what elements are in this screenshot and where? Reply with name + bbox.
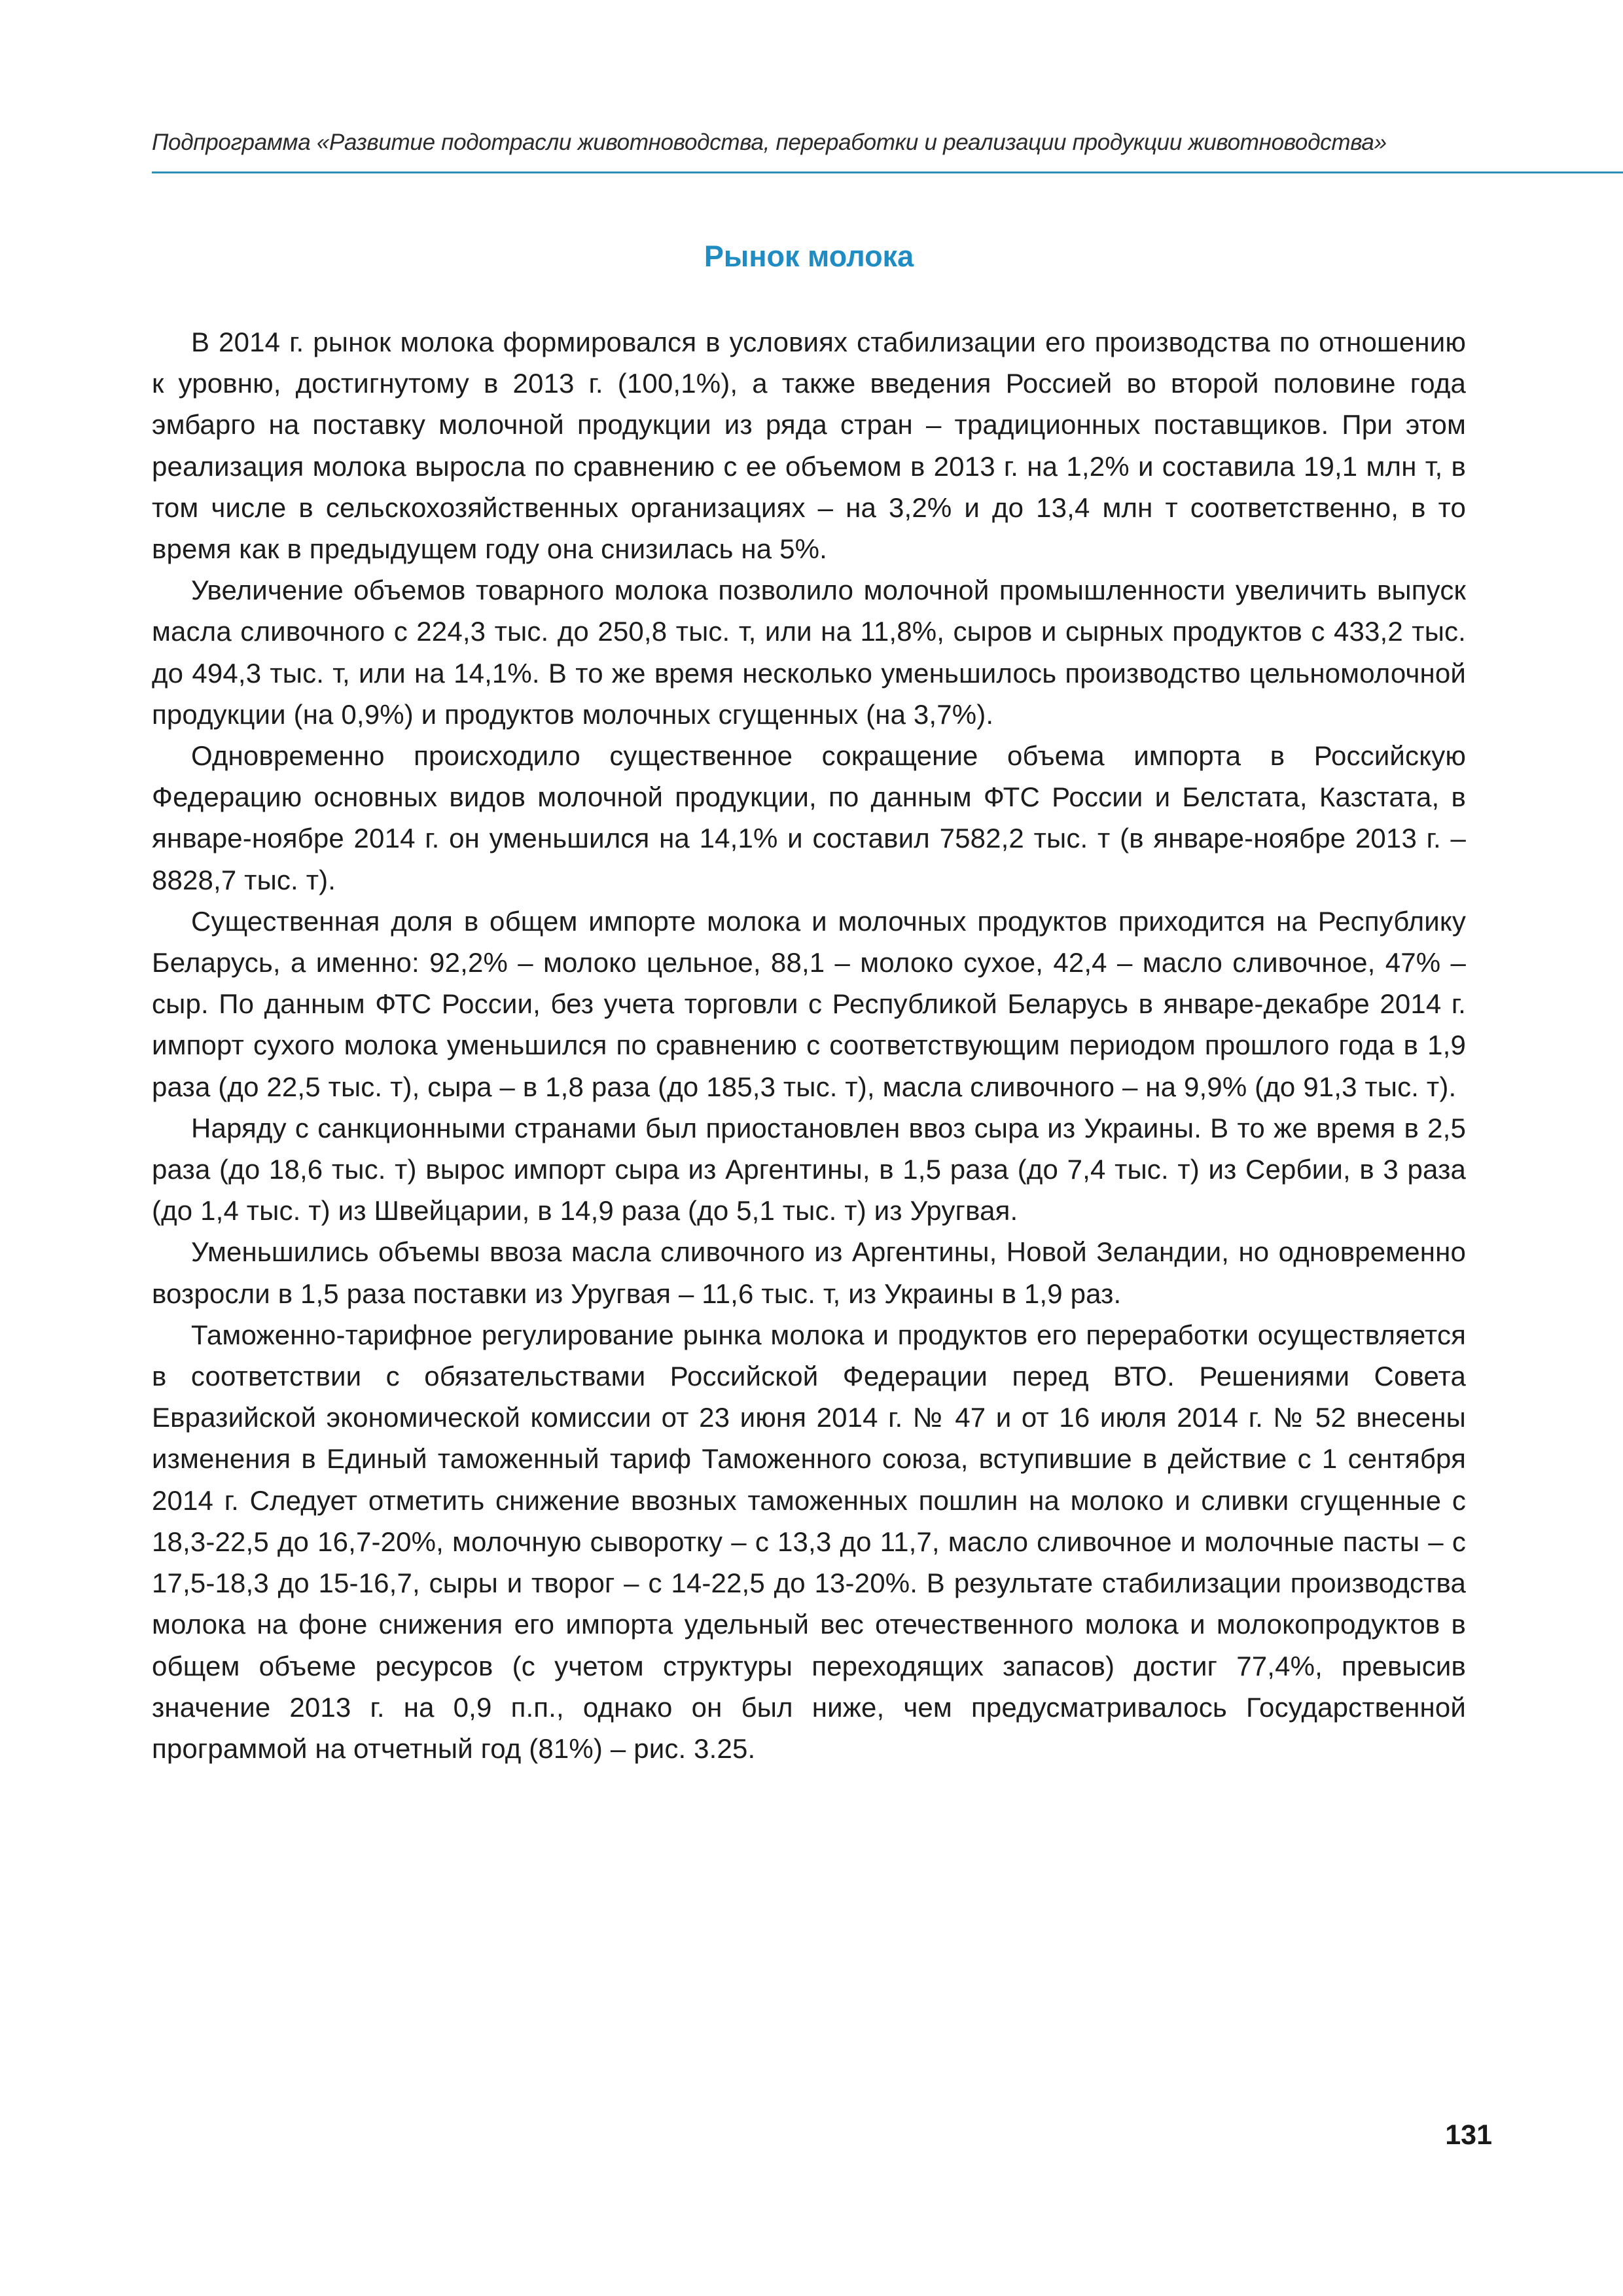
paragraph: Таможенно-тарифное регулирование рынка молока и продуктов его переработки осуществляется в соответствии с обязательствами Российской Федерации перед ВТО. Решениями Совета Евразийской экономической комиссии от 23 июня 2014 г. № 47 и от 16 июля 2014 г. № 52 внесены изменения в Единый таможенный тариф Таможенного союза, вступившие в действие с 1 сентября 2014 г. Следует отметить снижение ввозных таможенных пошлин на молоко и сливки сгущенные с 18,3-22,5 до 16,7-20%, молочную сыворотку – с 13,3 до 11,7, масло сливочное и молочные пасты – с 17,5-18,3 до 15-16,7, сыры и творог – с 14-22,5 до 13-20%. В результате стабилизации производства молока на фоне снижения его импорта удельный вес отечественного молока и молокопродуктов в общем объеме ресурсов (с учетом структуры переходящих запасов) достиг 77,4%, превысив значение 2013 г. на 0,9 п.п., однако он был ниже, чем предусматривалось Государственной программой на отчетный год (81%) – рис. 3.25. [152,1319,1466,1764]
header-divider [152,171,1623,173]
body-text [152,321,1466,1769]
page-number: 131 [1445,2119,1492,2151]
section-title: Рынок молока [704,240,914,273]
paragraph: Существенная доля в общем импорте молока и молочных продуктов приходится на Республику Беларусь, а именно: 92,2% – молоко цельное, 88,1 – молоко сухое, 42,4 – масло сливочное, 47% – сыр. По данным ФТС России, без учета торговли с Республикой Беларусь в январе-декабре 2014 г. импорт сухого молока уменьшился по сравнению с соответствующим периодом прошлого года в 1,9 раза (до 22,5 тыс. т), сыра – в 1,8 раза (до 185,3 тыс. т), масла сливочного – на 9,9% (до 91,3 тыс. т). [152,905,1466,1102]
running-header-title: Подпрограмма «Развитие подотрасли животноводства, переработки и реализации продукции животноводства» [152,130,1387,155]
paragraph: Уменьшились объемы ввоза масла сливочного из Аргентины, Новой Зеландии, но одновременно возросли в 1,5 раза поставки из Уругвая – 11,6 тыс. т, из Украины в 1,9 раз. [152,1236,1466,1309]
running-header [152,128,1623,173]
paragraph: Увеличение объемов товарного молока позволило молочной промышленности увеличить выпуск масла сливочного с 224,3 тыс. до 250,8 тыс. т, или на 11,8%, сыров и сырных продуктов с 433,2 тыс. до 494,3 тыс. т, или на 14,1%. В то же время несколько уменьшилось производство цельномолочной продукции (на 0,9%) и продуктов молочных сгущенных (на 3,7%). [152,575,1466,730]
paragraph: Наряду с санкционными странами был приостановлен ввоз сыра из Украины. В то же время в 2,5 раза (до 18,6 тыс. т) вырос импорт сыра из Аргентины, в 1,5 раза (до 7,4 тыс. т) из Сербии, в 3 раза (до 1,4 тыс. т) из Швейцарии, в 14,9 раза (до 5,1 тыс. т) из Уругвая. [152,1112,1466,1227]
paragraph: Одновременно происходило существенное сокращение объема импорта в Российскую Федерацию основных видов молочной продукции, по данным ФТС России и Белстата, Казстата, в январе-ноябре 2014 г. он уменьшился на 14,1% и составил 7582,2 тыс. т (в январе-ноябре 2013 г. – 8828,7 тыс. т). [152,740,1466,895]
paragraph: В 2014 г. рынок молока формировался в условиях стабилизации его производства по отношению к уровню, достигнутому в 2013 г. (100,1%), а также введения Россией во второй половине года эмбарго на поставку молочной продукции из ряда стран – традиционных поставщиков. При этом реализация молока выросла по сравнению с ее объемом в 2013 г. на 1,2% и составила 19,1 млн т, в том числе в сельскохозяйственных организациях – на 3,2% и до 13,4 млн т соответственно, в то время как в предыдущем году она снизилась на 5%. [152,327,1466,565]
